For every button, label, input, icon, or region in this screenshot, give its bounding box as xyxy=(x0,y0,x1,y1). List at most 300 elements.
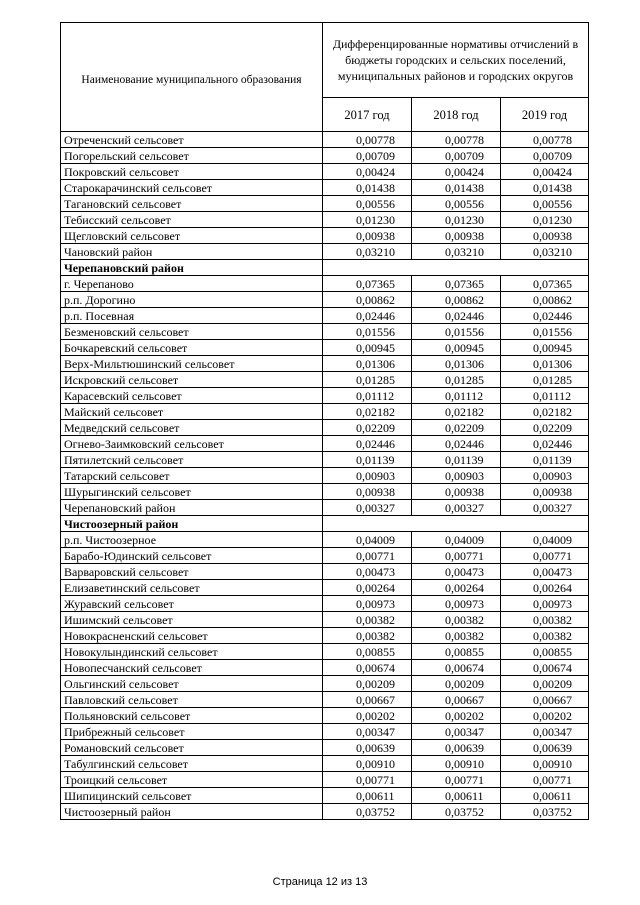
norm-value-2019 xyxy=(501,740,589,756)
municipality-name: Покровский сельсовет xyxy=(61,164,323,180)
norm-value-2019 xyxy=(501,692,589,708)
norm-value-2017 xyxy=(323,420,412,436)
norm-value-2017 xyxy=(323,500,412,516)
municipality-name: Шипицинский сельсовет xyxy=(61,788,323,804)
table-row xyxy=(61,468,589,484)
municipality-name: Чистоозерный район xyxy=(61,804,323,820)
municipality-name: Огнево-Заимковский сельсовет xyxy=(61,436,323,452)
norm-value-2017 xyxy=(323,292,412,308)
municipality-name: Романовский сельсовет xyxy=(61,740,323,756)
municipality-name: Пятилетский сельсовет xyxy=(61,452,323,468)
norm-value-text: 0,00945 xyxy=(356,340,395,355)
section-empty-cell xyxy=(323,516,589,532)
norm-value-text: 0,00264 xyxy=(533,580,573,595)
table-body xyxy=(61,132,589,820)
table-row xyxy=(61,404,589,420)
norm-value-2018 xyxy=(412,500,501,516)
norm-value-text: 0,00855 xyxy=(445,644,484,659)
norm-value-text: 0,00778 xyxy=(356,132,395,147)
norm-value-2017 xyxy=(323,660,412,676)
municipality-name: Павловский сельсовет xyxy=(61,692,323,708)
norm-value-text: 0,02182 xyxy=(445,404,484,419)
table-row xyxy=(61,596,589,612)
norm-value-2018 xyxy=(412,372,501,388)
norm-value-text: 0,00473 xyxy=(533,564,573,579)
norm-value-2019 xyxy=(501,612,589,628)
norm-value-text: 0,00973 xyxy=(356,596,395,611)
table-row xyxy=(61,372,589,388)
norm-value-text: 0,02446 xyxy=(533,308,573,323)
norm-value-text: 0,00771 xyxy=(533,772,573,787)
table-row xyxy=(61,580,589,596)
norm-value-text: 0,01556 xyxy=(356,324,395,339)
norm-value-2017 xyxy=(323,356,412,372)
norm-value-2017 xyxy=(323,596,412,612)
table-row xyxy=(61,276,589,292)
norm-value-text: 0,00382 xyxy=(356,628,395,643)
table-row xyxy=(61,644,589,660)
section-row xyxy=(61,260,589,276)
norm-value-2019 xyxy=(501,788,589,804)
norm-value-text: 0,01556 xyxy=(445,324,484,339)
norm-value-text: 0,01230 xyxy=(533,212,573,227)
norm-value-text: 0,01112 xyxy=(445,388,484,403)
table-row xyxy=(61,132,589,148)
norm-value-2017 xyxy=(323,644,412,660)
table-row xyxy=(61,676,589,692)
norm-value-2018 xyxy=(412,676,501,692)
norm-value-text: 0,00202 xyxy=(533,708,573,723)
norm-value-text: 0,02209 xyxy=(356,420,395,435)
table-row xyxy=(61,804,589,820)
table-row xyxy=(61,692,589,708)
norm-value-text: 0,00382 xyxy=(356,612,395,627)
municipality-name: Безменовский сельсовет xyxy=(61,324,323,340)
page-number: Страница 12 из 13 xyxy=(272,876,368,888)
municipality-name: р.п. Чистоозерное xyxy=(61,532,323,548)
norm-value-2018 xyxy=(412,212,501,228)
norm-value-text: 0,00347 xyxy=(533,724,573,739)
municipality-name: Троицкий сельсовет xyxy=(61,772,323,788)
norm-value-2019 xyxy=(501,548,589,564)
norm-value-2017 xyxy=(323,308,412,324)
norm-value-2017 xyxy=(323,676,412,692)
norm-value-text: 0,03752 xyxy=(445,804,484,819)
norm-value-2017 xyxy=(323,740,412,756)
municipality-name: Табулгинский сельсовет xyxy=(61,756,323,772)
norm-value-text: 0,00771 xyxy=(445,772,484,787)
norm-value-text: 0,01306 xyxy=(533,356,573,371)
table-row xyxy=(61,148,589,164)
norm-value-text: 0,00347 xyxy=(356,724,395,739)
norm-value-2019 xyxy=(501,228,589,244)
table-row xyxy=(61,548,589,564)
norm-value-text: 0,00903 xyxy=(533,468,573,483)
norms-group-header: Дифференцированные нормативы отчислений в бюджеты городских и сельских поселений, муниципальных районов и городских округов xyxy=(323,23,589,98)
norm-value-2017 xyxy=(323,724,412,740)
norm-value-text: 0,00938 xyxy=(356,484,395,499)
norm-value-2017 xyxy=(323,164,412,180)
norm-value-2018 xyxy=(412,740,501,756)
norm-value-2017 xyxy=(323,756,412,772)
municipality-name: г. Черепаново xyxy=(61,276,323,292)
municipality-name: Искровский сельсовет xyxy=(61,372,323,388)
norm-value-2018 xyxy=(412,180,501,196)
municipality-name: Майский сельсовет xyxy=(61,404,323,420)
municipality-name: Новокулындинский сельсовет xyxy=(61,644,323,660)
year-header-2019: 2019 год xyxy=(501,98,589,132)
norm-value-2018 xyxy=(412,324,501,340)
norm-value-text: 0,00473 xyxy=(445,564,484,579)
norm-value-text: 0,00611 xyxy=(445,788,484,803)
norm-value-text: 0,07365 xyxy=(533,276,573,291)
norm-value-2017 xyxy=(323,788,412,804)
norm-value-2018 xyxy=(412,692,501,708)
norm-value-2019 xyxy=(501,644,589,660)
norm-value-text: 0,00778 xyxy=(445,132,484,147)
norm-value-text: 0,00709 xyxy=(356,148,395,163)
municipality-name: Карасевский сельсовет xyxy=(61,388,323,404)
norm-value-text: 0,00771 xyxy=(445,548,484,563)
municipality-name: Прибрежный сельсовет xyxy=(61,724,323,740)
norm-value-2018 xyxy=(412,196,501,212)
norm-value-text: 0,01112 xyxy=(356,388,395,403)
table-row xyxy=(61,660,589,676)
norm-value-text: 0,00264 xyxy=(356,580,395,595)
norm-value-text: 0,00382 xyxy=(533,612,573,627)
norm-value-2018 xyxy=(412,484,501,500)
table-row xyxy=(61,500,589,516)
norm-value-2018 xyxy=(412,548,501,564)
norm-value-2018 xyxy=(412,596,501,612)
norm-value-2017 xyxy=(323,628,412,644)
table-row xyxy=(61,612,589,628)
norm-value-text: 0,00903 xyxy=(445,468,484,483)
norm-value-text: 0,00611 xyxy=(533,788,572,803)
norm-value-text: 0,00209 xyxy=(445,676,484,691)
municipality-name: Верх-Мильтюшинский сельсовет xyxy=(61,356,323,372)
norm-value-2018 xyxy=(412,660,501,676)
norm-value-2019 xyxy=(501,452,589,468)
norm-value-text: 0,00639 xyxy=(356,740,395,755)
norm-value-text: 0,03752 xyxy=(533,804,573,819)
norm-value-text: 0,00667 xyxy=(356,692,395,707)
norm-value-text: 0,03210 xyxy=(356,244,395,259)
norm-value-text: 0,01306 xyxy=(356,356,395,371)
section-empty-cell xyxy=(323,260,589,276)
norm-value-2019 xyxy=(501,148,589,164)
norm-value-text: 0,03752 xyxy=(356,804,395,819)
norm-value-text: 0,00938 xyxy=(356,228,395,243)
municipality-name: Бочкаревский сельсовет xyxy=(61,340,323,356)
norm-value-text: 0,07365 xyxy=(445,276,484,291)
norm-value-text: 0,00855 xyxy=(533,644,573,659)
year-header-2018: 2018 год xyxy=(412,98,501,132)
norm-value-2017 xyxy=(323,212,412,228)
norm-value-text: 0,00639 xyxy=(533,740,573,755)
municipality-name: р.п. Дорогино xyxy=(61,292,323,308)
table-row xyxy=(61,452,589,468)
municipality-name: Елизаветинский сельсовет xyxy=(61,580,323,596)
norm-value-text: 0,00938 xyxy=(533,228,573,243)
table-row xyxy=(61,532,589,548)
norm-value-2017 xyxy=(323,804,412,820)
municipality-name: Татарский сельсовет xyxy=(61,468,323,484)
norm-value-text: 0,02446 xyxy=(356,436,395,451)
norm-value-2017 xyxy=(323,692,412,708)
norm-value-text: 0,00667 xyxy=(445,692,484,707)
norm-value-2017 xyxy=(323,388,412,404)
norm-value-2017 xyxy=(323,132,412,148)
norm-value-text: 0,02182 xyxy=(533,404,573,419)
norm-value-text: 0,02182 xyxy=(356,404,395,419)
section-title: Черепановский район xyxy=(61,260,323,276)
norm-value-2017 xyxy=(323,324,412,340)
norm-value-2017 xyxy=(323,436,412,452)
norm-value-text: 0,01230 xyxy=(445,212,484,227)
norm-value-2017 xyxy=(323,276,412,292)
norm-value-2017 xyxy=(323,452,412,468)
municipality-name: Тебисский сельсовет xyxy=(61,212,323,228)
norm-value-2018 xyxy=(412,228,501,244)
norm-value-2017 xyxy=(323,532,412,548)
norm-value-2018 xyxy=(412,756,501,772)
norm-value-text: 0,00938 xyxy=(533,484,573,499)
norm-value-text: 0,00910 xyxy=(533,756,573,771)
norm-value-text: 0,07365 xyxy=(356,276,395,291)
norm-value-2019 xyxy=(501,436,589,452)
norm-value-2019 xyxy=(501,164,589,180)
norm-value-2019 xyxy=(501,212,589,228)
norm-value-2019 xyxy=(501,340,589,356)
norm-value-2017 xyxy=(323,612,412,628)
table-row xyxy=(61,228,589,244)
norm-value-text: 0,00945 xyxy=(445,340,484,355)
table-row xyxy=(61,756,589,772)
table-row xyxy=(61,420,589,436)
municipality-name: Старокарачинский сельсовет xyxy=(61,180,323,196)
norm-value-text: 0,04009 xyxy=(445,532,484,547)
norm-value-2017 xyxy=(323,148,412,164)
norm-value-2019 xyxy=(501,564,589,580)
norm-value-2018 xyxy=(412,628,501,644)
norm-value-text: 0,01438 xyxy=(533,180,573,195)
municipality-name: Польяновский сельсовет xyxy=(61,708,323,724)
table-row xyxy=(61,628,589,644)
norm-value-text: 0,00382 xyxy=(445,612,484,627)
norm-value-2018 xyxy=(412,436,501,452)
norm-value-text: 0,02446 xyxy=(445,436,484,451)
norm-value-text: 0,00910 xyxy=(356,756,395,771)
table-row xyxy=(61,564,589,580)
norm-value-2019 xyxy=(501,532,589,548)
norm-value-text: 0,00382 xyxy=(445,628,484,643)
norm-value-text: 0,04009 xyxy=(533,532,573,547)
table-row xyxy=(61,212,589,228)
norm-value-2019 xyxy=(501,420,589,436)
norm-value-2018 xyxy=(412,164,501,180)
norm-value-2017 xyxy=(323,772,412,788)
norm-value-text: 0,01230 xyxy=(356,212,395,227)
norm-value-2018 xyxy=(412,468,501,484)
norm-value-text: 0,00327 xyxy=(533,500,573,515)
norm-value-text: 0,03210 xyxy=(445,244,484,259)
norm-value-2017 xyxy=(323,548,412,564)
table-row xyxy=(61,308,589,324)
table-row xyxy=(61,340,589,356)
norm-value-2019 xyxy=(501,244,589,260)
table-row xyxy=(61,708,589,724)
norm-value-2019 xyxy=(501,756,589,772)
norm-value-2019 xyxy=(501,404,589,420)
norm-value-text: 0,00327 xyxy=(445,500,484,515)
norm-value-text: 0,00709 xyxy=(445,148,484,163)
norm-value-2018 xyxy=(412,276,501,292)
norm-value-2019 xyxy=(501,308,589,324)
norm-value-text: 0,00424 xyxy=(533,164,573,179)
norm-value-text: 0,01306 xyxy=(445,356,484,371)
norm-value-text: 0,00347 xyxy=(445,724,484,739)
norm-value-2018 xyxy=(412,804,501,820)
norm-value-2018 xyxy=(412,308,501,324)
norm-value-text: 0,00639 xyxy=(445,740,484,755)
year-header-2017: 2017 год xyxy=(323,98,412,132)
norm-value-text: 0,01112 xyxy=(533,388,572,403)
norm-value-2019 xyxy=(501,772,589,788)
norm-value-2019 xyxy=(501,804,589,820)
norm-value-text: 0,02446 xyxy=(533,436,573,451)
norm-value-text: 0,00938 xyxy=(445,228,484,243)
table-row xyxy=(61,196,589,212)
norm-value-text: 0,02209 xyxy=(533,420,573,435)
norm-value-text: 0,00855 xyxy=(356,644,395,659)
norm-value-text: 0,03210 xyxy=(533,244,573,259)
norm-value-text: 0,00945 xyxy=(533,340,573,355)
norm-value-2019 xyxy=(501,708,589,724)
norm-value-text: 0,00903 xyxy=(356,468,395,483)
table-row xyxy=(61,788,589,804)
norm-value-2018 xyxy=(412,452,501,468)
municipality-name: Новопесчанский сельсовет xyxy=(61,660,323,676)
norm-value-text: 0,02446 xyxy=(445,308,484,323)
norm-value-2018 xyxy=(412,564,501,580)
norm-value-text: 0,01139 xyxy=(533,452,572,467)
norm-value-text: 0,00938 xyxy=(445,484,484,499)
norm-value-2018 xyxy=(412,244,501,260)
municipality-name: Ишимский сельсовет xyxy=(61,612,323,628)
table-row xyxy=(61,436,589,452)
municipality-name: Медведский сельсовет xyxy=(61,420,323,436)
norm-value-2019 xyxy=(501,676,589,692)
norm-value-2018 xyxy=(412,612,501,628)
norm-value-text: 0,00862 xyxy=(445,292,484,307)
norm-value-2018 xyxy=(412,580,501,596)
norm-value-2019 xyxy=(501,356,589,372)
norm-value-2019 xyxy=(501,388,589,404)
section-row xyxy=(61,516,589,532)
municipality-name: Шурыгинский сельсовет xyxy=(61,484,323,500)
table-row xyxy=(61,244,589,260)
norm-value-text: 0,00264 xyxy=(445,580,484,595)
norm-value-2019 xyxy=(501,580,589,596)
municipality-name: Барабо-Юдинский сельсовет xyxy=(61,548,323,564)
norm-value-text: 0,00424 xyxy=(356,164,395,179)
norm-value-text: 0,00382 xyxy=(533,628,573,643)
norm-value-2018 xyxy=(412,132,501,148)
norm-value-2018 xyxy=(412,644,501,660)
norm-value-text: 0,00778 xyxy=(533,132,573,147)
norm-value-2018 xyxy=(412,148,501,164)
norm-value-text: 0,00667 xyxy=(533,692,573,707)
table-row xyxy=(61,388,589,404)
norms-table xyxy=(60,22,589,820)
norm-value-text: 0,01285 xyxy=(533,372,573,387)
norm-value-text: 0,00771 xyxy=(356,772,395,787)
norm-value-2018 xyxy=(412,420,501,436)
norm-value-2019 xyxy=(501,468,589,484)
municipality-name: Погорельский сельсовет xyxy=(61,148,323,164)
norm-value-text: 0,00771 xyxy=(356,548,395,563)
norm-value-text: 0,00473 xyxy=(356,564,395,579)
table-row xyxy=(61,180,589,196)
norm-value-2017 xyxy=(323,580,412,596)
norm-value-2018 xyxy=(412,292,501,308)
norm-value-2019 xyxy=(501,324,589,340)
norm-value-text: 0,00202 xyxy=(445,708,484,723)
norm-value-2019 xyxy=(501,596,589,612)
norm-value-text: 0,00771 xyxy=(533,548,573,563)
norm-value-2017 xyxy=(323,564,412,580)
norm-value-text: 0,01438 xyxy=(445,180,484,195)
norm-value-2019 xyxy=(501,660,589,676)
municipality-name: Щегловский сельсовет xyxy=(61,228,323,244)
norm-value-text: 0,02446 xyxy=(356,308,395,323)
norm-value-text: 0,02209 xyxy=(445,420,484,435)
norm-value-2018 xyxy=(412,356,501,372)
norm-value-2019 xyxy=(501,276,589,292)
norm-value-2017 xyxy=(323,484,412,500)
norm-value-2019 xyxy=(501,132,589,148)
municipality-name: Черепановский район xyxy=(61,500,323,516)
norm-value-2018 xyxy=(412,772,501,788)
table-row xyxy=(61,484,589,500)
municipality-name: Чановский район xyxy=(61,244,323,260)
municipality-name: Отреченский сельсовет xyxy=(61,132,323,148)
norm-value-text: 0,01285 xyxy=(445,372,484,387)
municipality-name: Варваровский сельсовет xyxy=(61,564,323,580)
norm-value-text: 0,00973 xyxy=(445,596,484,611)
norm-value-2017 xyxy=(323,372,412,388)
norm-value-text: 0,00209 xyxy=(356,676,395,691)
norm-value-text: 0,00973 xyxy=(533,596,573,611)
norm-value-2018 xyxy=(412,788,501,804)
norm-value-2018 xyxy=(412,708,501,724)
norm-value-2019 xyxy=(501,484,589,500)
norm-value-2019 xyxy=(501,180,589,196)
norm-value-2017 xyxy=(323,244,412,260)
norm-value-2018 xyxy=(412,388,501,404)
norm-value-2017 xyxy=(323,468,412,484)
norm-value-2017 xyxy=(323,340,412,356)
norm-value-2018 xyxy=(412,404,501,420)
norm-value-2018 xyxy=(412,340,501,356)
norm-value-text: 0,01285 xyxy=(356,372,395,387)
municipality-name-header: Наименование муниципального образования xyxy=(61,23,323,132)
norm-value-text: 0,01438 xyxy=(356,180,395,195)
municipality-name: Тагановский сельсовет xyxy=(61,196,323,212)
norm-value-text: 0,00611 xyxy=(356,788,395,803)
norm-value-text: 0,00209 xyxy=(533,676,573,691)
